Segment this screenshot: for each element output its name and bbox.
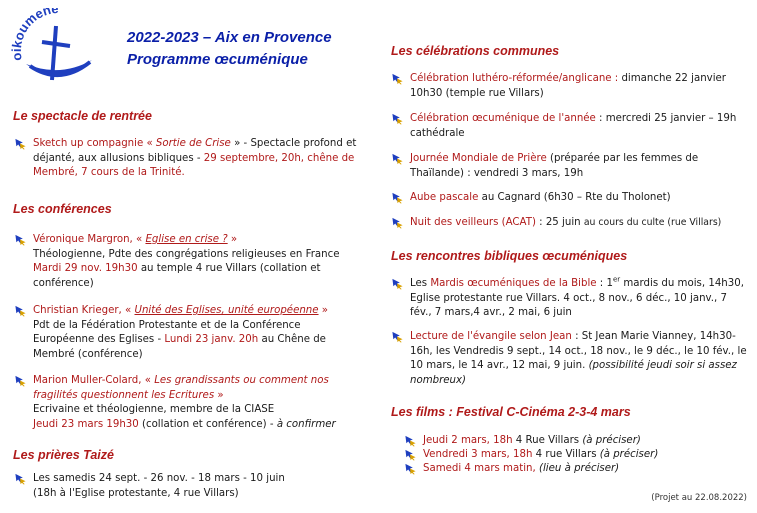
celebration-item-3: Journée Mondiale de Prière (préparée par les femmes de Thaïlande) : vendredi 3 mars, 19h [410, 152, 735, 181]
rencontre-item-mardis: Les Mardis œcuméniques de la Bible : 1er mardis du mois, 14h30, Eglise protestante rue Villars. 4 oct., 8 nov., 6 déc., 10 janv., 7 fév., 7 mars,4 avr., 2 mai, 6 juin [410, 277, 750, 321]
film-item-vendredi: Vendredi 3 mars, 18h 4 rue Villars (à préciser) [423, 448, 743, 463]
film-item-samedi: Samedi 4 mars matin, (lieu à préciser) [423, 462, 743, 477]
bullet-icon [391, 331, 404, 343]
celebration-item-2: Célébration œcuménique de l'année : mercredi 25 janvier – 19h cathédrale [410, 112, 750, 141]
bullet-icon [14, 138, 27, 150]
celebration-item-5: Nuit des veilleurs (ACAT) : 25 juin au cours du culte (rue Villars) [410, 216, 750, 231]
film-item-jeudi: Jeudi 2 mars, 18h 4 Rue Villars (à préciser) [423, 434, 743, 449]
bullet-icon [14, 234, 27, 246]
conference-item-krieger: Christian Krieger, « Unité des Eglises, unité européenne » Pdt de la Fédération Protestante et de la Conférence Européenne des Eglises - Lundi 23 janv. 20h au Chêne de Membré (conférence) [33, 304, 355, 362]
bullet-icon [391, 153, 404, 165]
footer-note: (Projet au 22.08.2022) [651, 493, 747, 503]
bullet-icon [404, 435, 417, 447]
bullet-icon [14, 375, 27, 387]
svg-text:oikoumene [9, 8, 59, 62]
section-films-title: Les films : Festival C-Cinéma 2-3-4 mars [391, 405, 631, 419]
spectacle-item: Sketch up compagnie « Sortie de Crise » - Spectacle profond et déjanté, aux allusions bibliques - 29 septembre, 20h, chêne de Membré, 7 cours de la Trinité. [33, 137, 368, 181]
bullet-icon [391, 278, 404, 290]
bullet-icon [391, 192, 404, 204]
celebration-item-1: Célébration luthéro-réformée/anglicane : dimanche 22 janvier 10h30 (temple rue Villars) [410, 72, 750, 101]
rencontre-item-evangile: Lecture de l'évangile selon Jean : St Jean Marie Vianney, 14h30-16h, les Vendredis 9 sept., 14 oct., 18 nov., le 9 déc., le 10 fév., le 10 mars, le 14 avr., 12 mai, 9 juin. (possibilité jeudi soir si assez nombreux) [410, 330, 750, 388]
bullet-icon [391, 73, 404, 85]
conference-item-margron: Véronique Margron, « Eglise en crise ? » Théologienne, Pdte des congrégations religieuses en France Mardi 29 nov. 19h30 au temple 4 rue Villars (collation et conférence) [33, 233, 365, 291]
celebration-item-4: Aube pascale au Cagnard (6h30 – Rte du Tholonet) [410, 191, 750, 206]
header-title: 2022-2023 – Aix en Provence [127, 29, 332, 46]
oikoumene-logo [8, 8, 108, 88]
section-conferences-title: Les conférences [13, 202, 112, 216]
taize-item: Les samedis 24 sept. - 26 nov. - 18 mars - 10 juin (18h à l'Eglise protestante, 4 rue Villars) [33, 472, 363, 501]
conference-item-muller-colard: Marion Muller-Colard, « Les grandissants ou comment nos fragilités questionnent les Ecritures » Ecrivaine et théologienne, membre de la CIASE Jeudi 23 mars 19h30 (collation et conférence) - à confirmer [33, 374, 358, 432]
section-taize-title: Les prières Taizé [13, 448, 114, 462]
header-subtitle: Programme œcuménique [127, 51, 308, 68]
section-spectacle-title: Le spectacle de rentrée [13, 109, 152, 123]
bullet-icon [14, 473, 27, 485]
bullet-icon [404, 463, 417, 475]
bullet-icon [14, 305, 27, 317]
bullet-icon [391, 113, 404, 125]
section-celebrations-title: Les célébrations communes [391, 44, 560, 58]
logo-text: oikoumene [8, 8, 60, 62]
bullet-icon [404, 449, 417, 461]
bullet-icon [391, 217, 404, 229]
section-rencontres-title: Les rencontres bibliques œcuméniques [391, 249, 628, 263]
